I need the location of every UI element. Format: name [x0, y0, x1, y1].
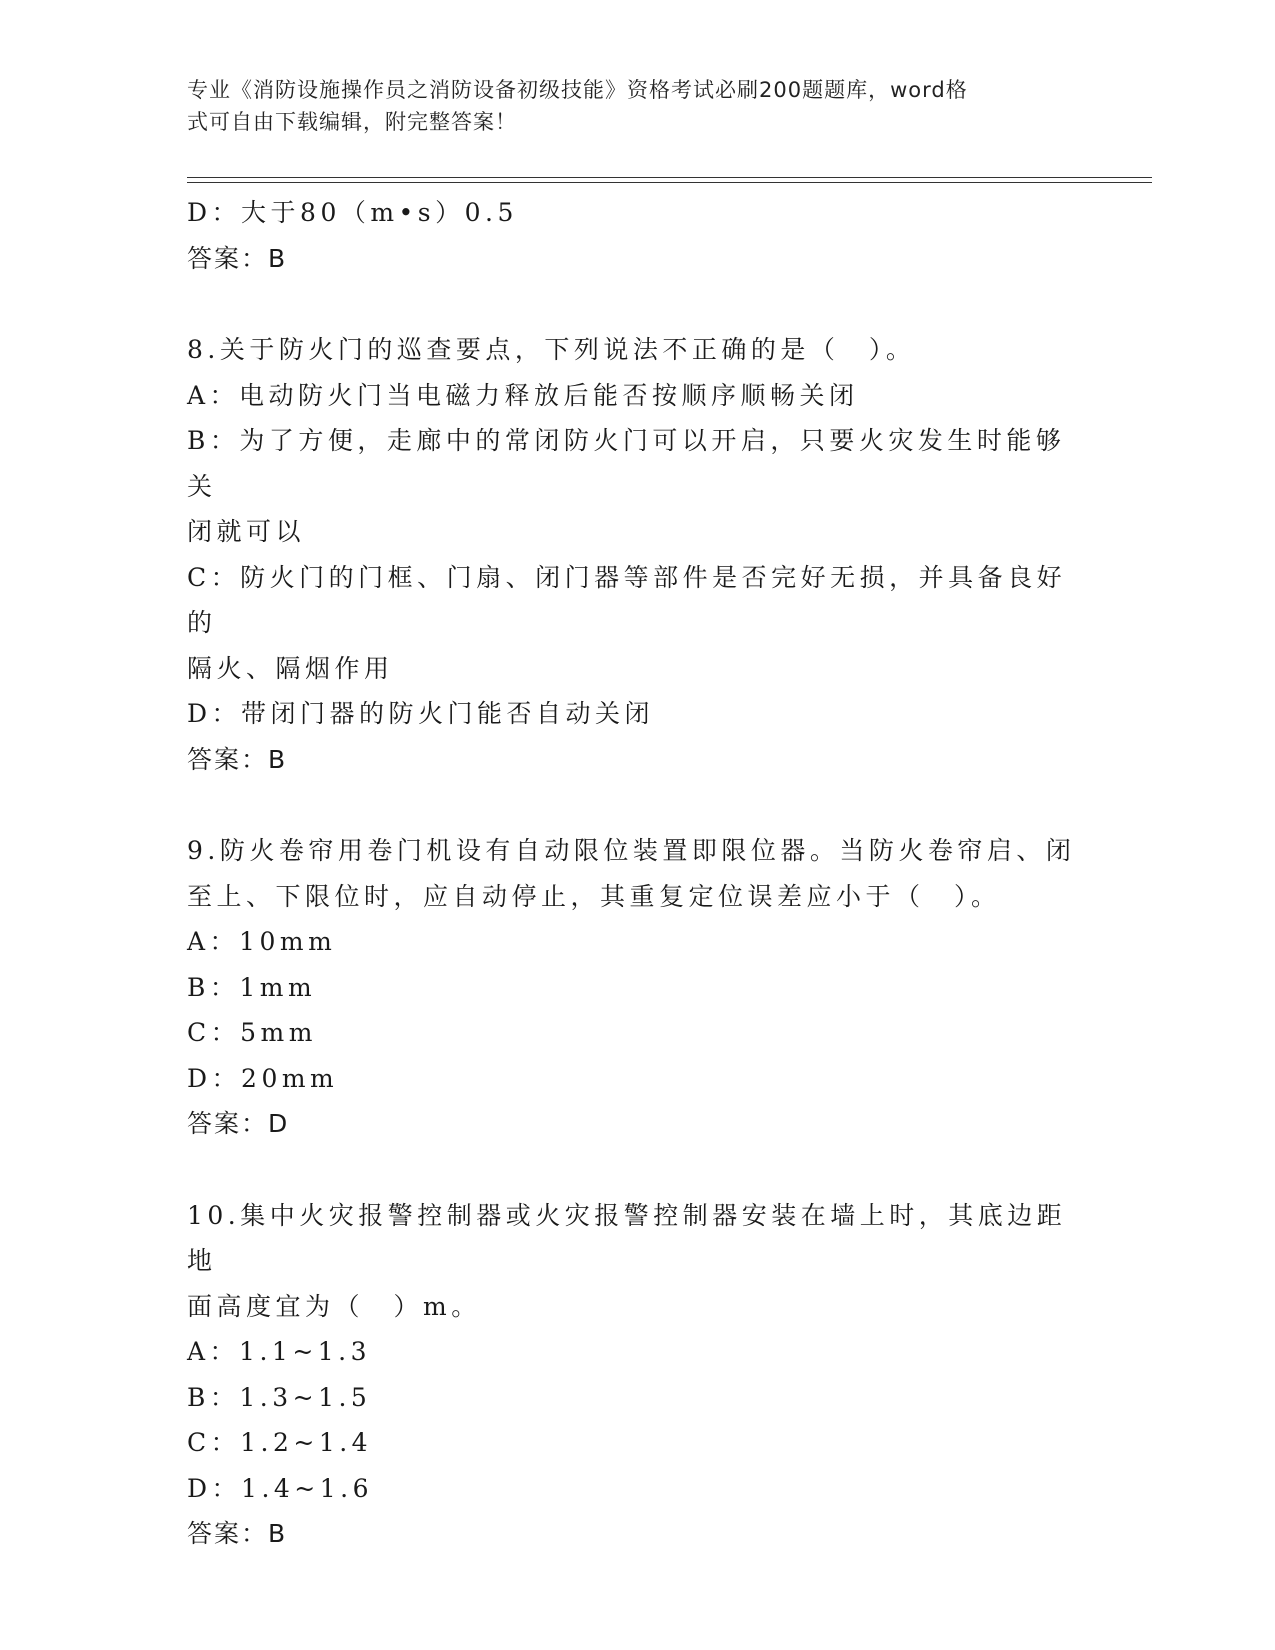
header-title-line-2: 式可自由下载编辑，附完整答案！ — [187, 110, 517, 134]
header-divider-top — [187, 177, 1152, 178]
option-d: D：1.4~1.6 — [187, 1473, 374, 1503]
question-spacer — [187, 782, 1087, 828]
question-9 — [187, 828, 1087, 1147]
option-b-line-1: B：为了方便，走廊中的常闭防火门可以开启，只要火灾发生时能够关 — [187, 426, 1066, 501]
question-stem-line-1: 9.防火卷帘用卷门机设有自动限位装置即限位器。当防火卷帘启、闭 — [187, 836, 1076, 865]
header-divider-bottom — [187, 182, 1152, 183]
answer-line: 答案：D — [187, 1109, 290, 1138]
option-d: D：大于80（m•s）0.5 — [187, 198, 518, 227]
answer-line: 答案：B — [187, 1519, 288, 1548]
question-stem-line-2: 至上、下限位时，应自动停止，其重复定位误差应小于（ ）。 — [187, 881, 1001, 911]
option-c: C：5mm — [187, 1018, 317, 1047]
option-d: D：20mm — [187, 1063, 339, 1093]
answer-line: 答案：B — [187, 243, 288, 273]
option-a: A：电动防火门当电磁力释放后能否按顺序顺畅关闭 — [187, 380, 859, 410]
option-c-line-1: C：防火门的门框、门扇、闭门器等部件是否完好无损，并具备良好的 — [187, 562, 1067, 637]
question-spacer — [187, 1147, 1087, 1193]
question-stem: 8.关于防火门的巡查要点，下列说法不正确的是（ ）。 — [187, 335, 916, 364]
option-b: B：1.3~1.5 — [187, 1382, 372, 1412]
question-stem-line-1: 10.集中火灾报警控制器或火灾报警控制器安装在墙上时，其底边距地 — [187, 1200, 1067, 1275]
option-a: A：10mm — [187, 927, 337, 956]
option-c: C：1.2~1.4 — [187, 1428, 373, 1457]
question-7-tail — [187, 190, 1087, 281]
option-b: B：1mm — [187, 972, 317, 1002]
question-10 — [187, 1193, 1087, 1557]
option-d: D：带闭门器的防火门能否自动关闭 — [187, 699, 655, 728]
option-c-line-2: 隔火、隔烟作用 — [187, 653, 394, 683]
question-8 — [187, 327, 1087, 782]
document-header — [187, 74, 1067, 138]
answer-line: 答案：B — [187, 744, 288, 774]
header-title-line-1: 专业《消防设施操作员之消防设备初级技能》资格考试必刷200题题库，word格 — [187, 78, 968, 102]
option-a: A：1.1~1.3 — [187, 1337, 372, 1366]
question-spacer — [187, 281, 1087, 327]
option-b-line-2: 闭就可以 — [187, 517, 306, 546]
question-stem-line-2: 面高度宜为（ ）m。 — [187, 1291, 481, 1321]
question-list — [187, 190, 1087, 1557]
